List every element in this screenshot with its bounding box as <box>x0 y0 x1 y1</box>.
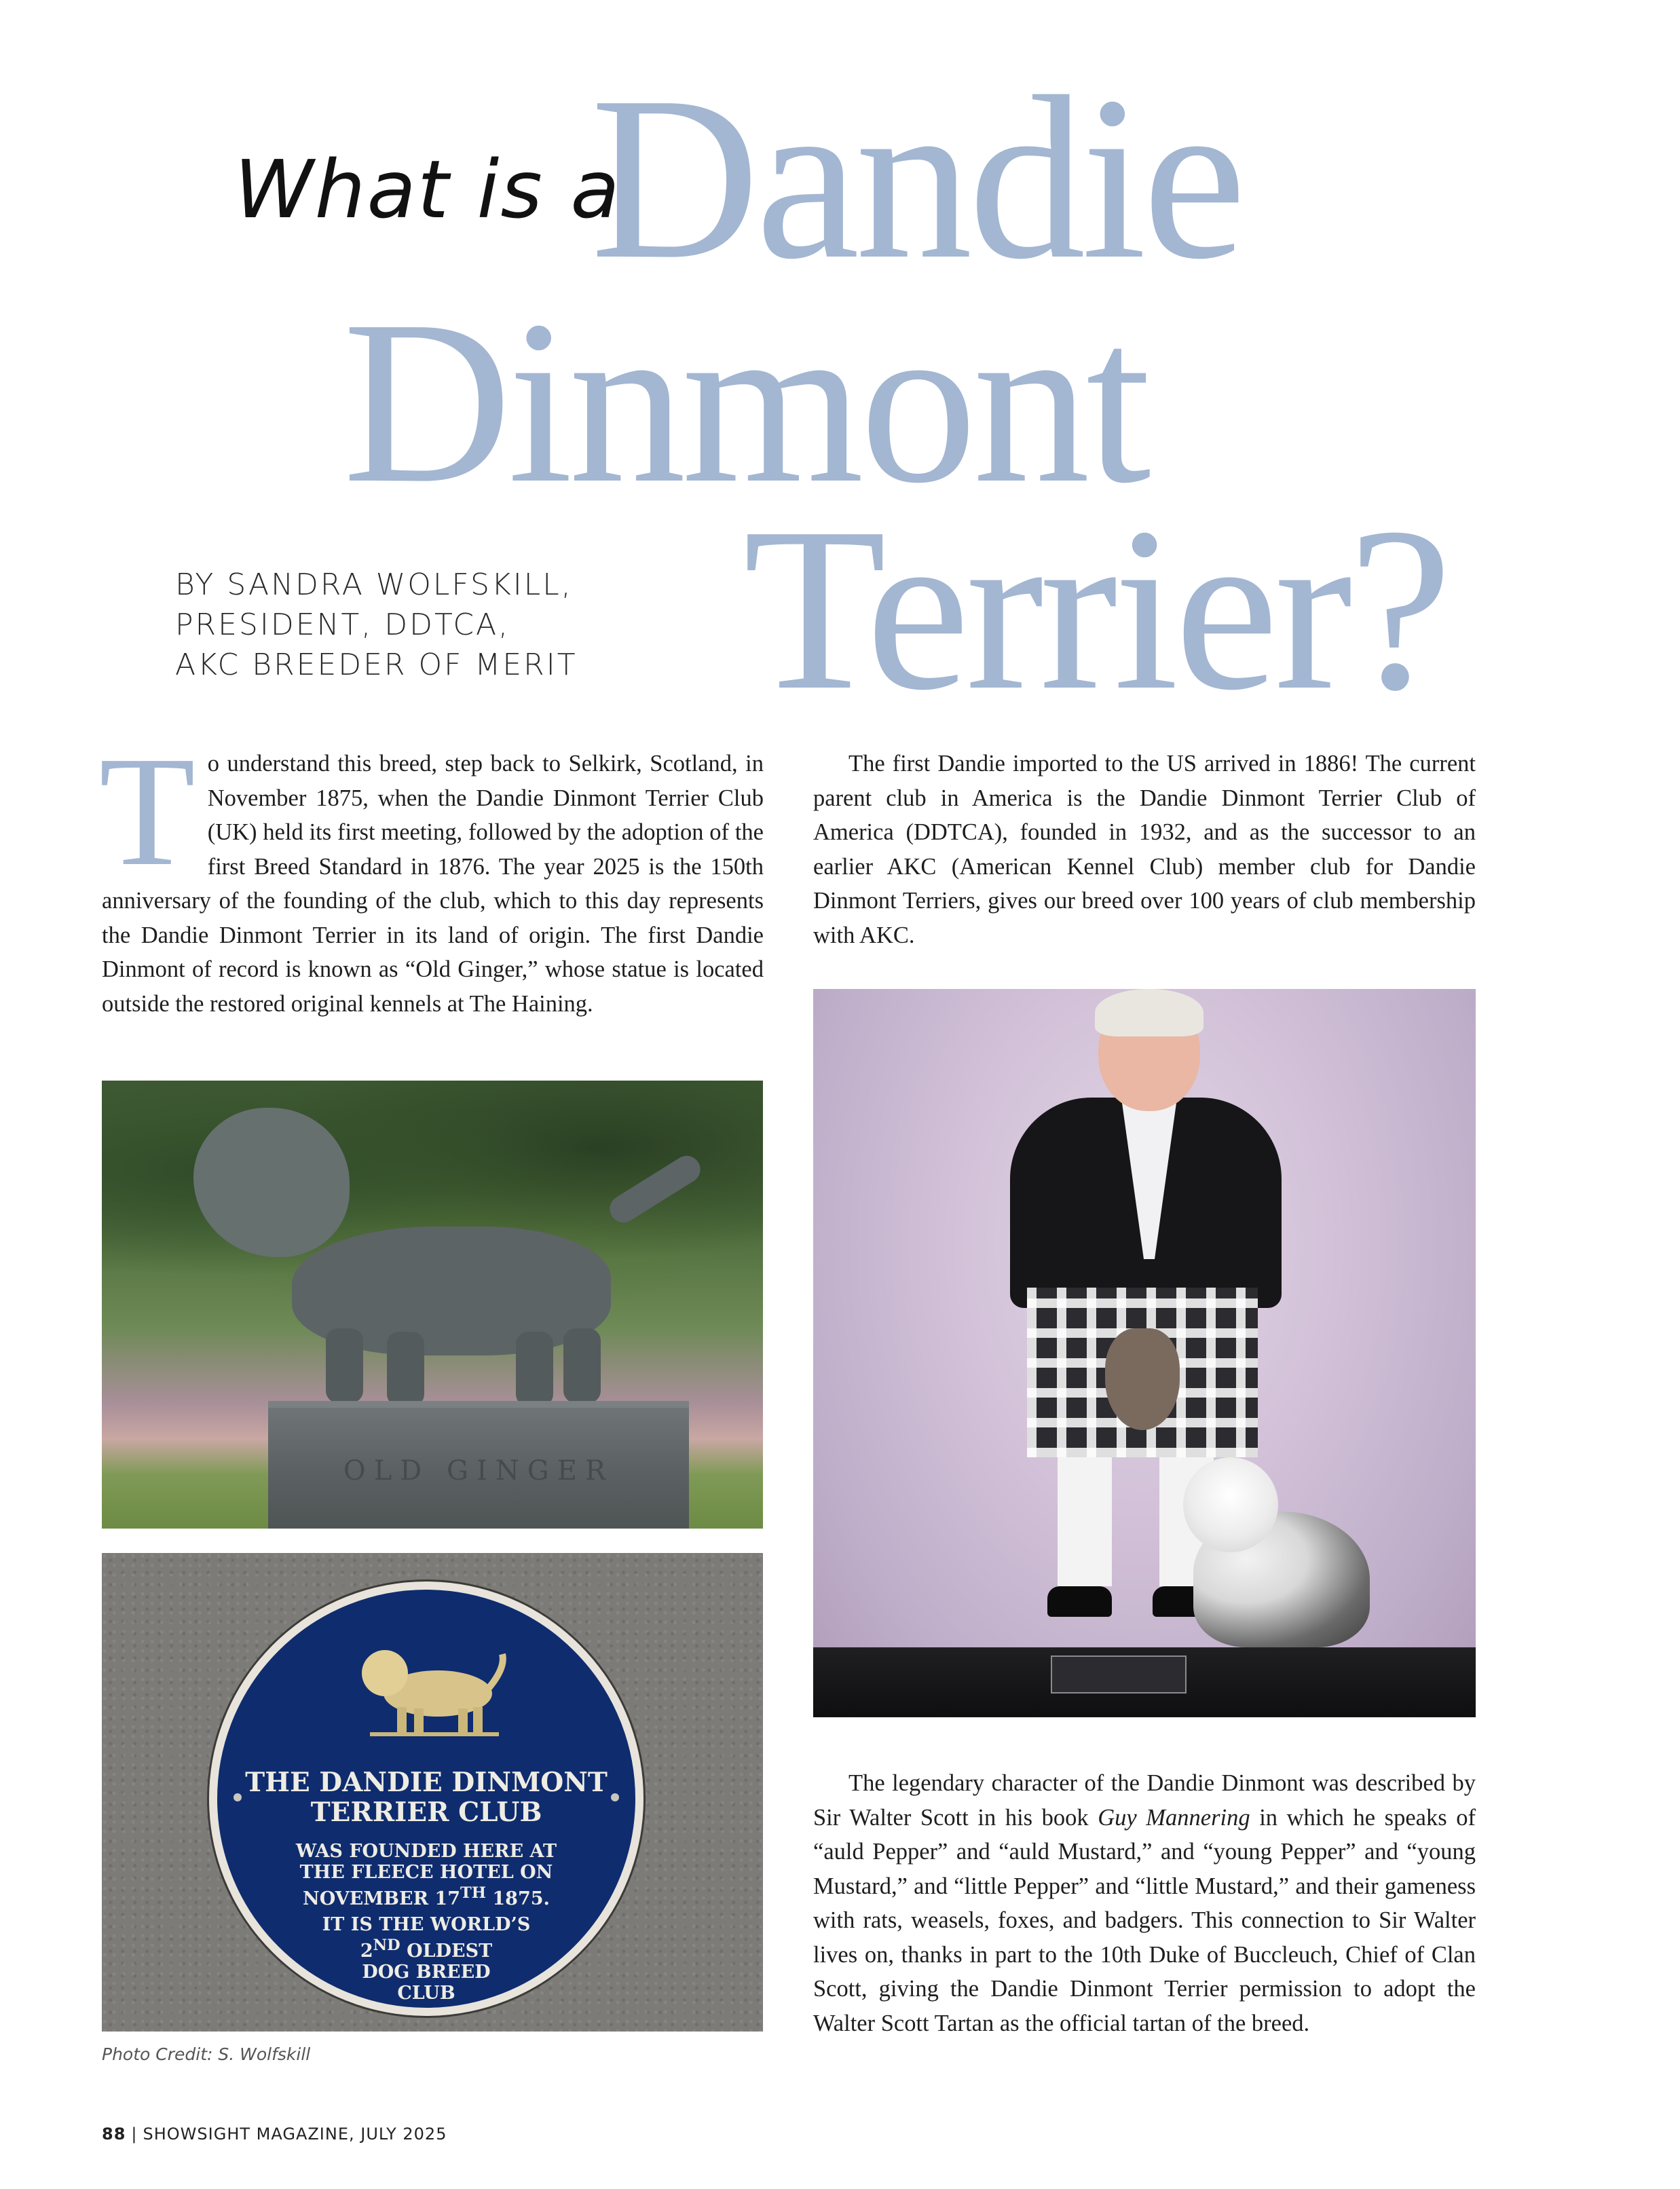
plaque-dog-emblem-icon <box>343 1641 512 1742</box>
statue-leg <box>516 1332 553 1406</box>
blue-plaque <box>209 1582 643 2016</box>
byline <box>175 565 664 685</box>
sporran <box>1105 1328 1180 1430</box>
left-column-text <box>99 724 764 1021</box>
shoe-left <box>1047 1586 1112 1617</box>
plaque-line: DOG BREED <box>362 1962 491 1983</box>
plaque-line: THE FLEECE HOTEL ON <box>299 1862 553 1883</box>
title-word-dandie: Dandie <box>591 48 1243 307</box>
plaque-line <box>217 1883 635 1909</box>
old-ginger-statue-photo <box>102 1081 763 1529</box>
scott-text: in which he speaks of “auld Pepper” and “auld Mustard,” and “young Pepper” and “young Mustard,” and “little Pepper” and “little Mustard,” and their gameness with rats, weasels, foxes, and badgers. This connection to Sir Walter lives on, thanks in part to the 10th Duke of Buccleuch, Chief of Clan Scott, giving the Dandie Dinmont Terrier permission to adopt the Walter Scott Tartan as the official tartan of the breed. <box>813 1804 1476 2036</box>
plaque-superscript: ND <box>373 1937 400 1954</box>
plaque-line-part: 1875. <box>486 1888 550 1909</box>
plaque-line-part: OLDEST <box>400 1941 493 1962</box>
kilt-hose-left <box>1058 1457 1112 1586</box>
plaque-line <box>217 1935 635 1962</box>
intro-paragraph <box>99 724 764 1021</box>
dog-head <box>1183 1457 1278 1552</box>
title-lead: What is a <box>234 143 621 236</box>
byline-credential: AKC BREEDER OF MERIT <box>175 648 578 682</box>
plaque-superscript: TH <box>460 1884 486 1902</box>
dropcap: T <box>99 724 195 899</box>
page-footer <box>102 2125 447 2144</box>
plaque-claim <box>217 1914 635 2004</box>
plaque-screw-icon <box>611 1793 619 1801</box>
plaque-line: THE DANDIE DINMONT <box>245 1767 608 1798</box>
statue-leg <box>563 1328 601 1403</box>
statue-pedestal <box>268 1401 689 1529</box>
plaque-screw-icon <box>234 1793 242 1801</box>
plaque-line: WAS FOUNDED HERE AT <box>295 1841 557 1862</box>
plaque-line: CLUB <box>397 1983 455 2004</box>
right-column-top-text <box>813 747 1476 952</box>
plaque-line: TERRIER CLUB <box>310 1797 542 1828</box>
statue-leg <box>387 1332 424 1406</box>
footer-separator: | <box>131 2125 138 2144</box>
byline-title: PRESIDENT, DDTCA, <box>175 607 510 642</box>
man-hair <box>1095 989 1203 1036</box>
plaque-line: IT IS THE WORLD’S <box>322 1914 531 1935</box>
owner-with-dandie-portrait-photo <box>813 989 1476 1717</box>
plaque-line-part: 2 <box>360 1941 373 1962</box>
intro-paragraph-text: o understand this breed, step back to Selkirk, Scotland, in November 1875, when the Dandie Dinmont Terrier Club (UK) held its first meeting, followed by the adoption of the first Breed Standard in 1876. The year 2025 is the 150th anniversary of the founding of the club, which to this day represents the Dandie Dinmont Terrier in its land of origin. The first Dandie Dinmont of record is known as “Old Ginger,” whose statue is located outside the restored original kennels at The Haining. <box>102 751 764 1017</box>
book-title: Guy Mannering <box>1098 1804 1250 1831</box>
photo-stage <box>813 1647 1476 1717</box>
photo-credit: Photo Credit: S. Wolfskill <box>102 2044 311 2064</box>
title-word-dinmont: Dinmont <box>343 272 1147 531</box>
club-plaque-photo <box>102 1553 763 2032</box>
plaque-line-part: NOVEMBER 17 <box>303 1888 460 1909</box>
title-word-terrier: Terrier? <box>743 479 1449 738</box>
scott-paragraph <box>813 1766 1476 2040</box>
plaque-heading <box>217 1767 635 1827</box>
studio-label <box>1051 1655 1187 1694</box>
publication-name: SHOWSIGHT MAGAZINE, JULY 2025 <box>143 2125 447 2144</box>
byline-author: BY SANDRA WOLFSKILL, <box>175 567 573 602</box>
import-paragraph: The first Dandie imported to the US arrived in 1886! The current parent club in America is the Dandie Dinmont Terrier Club of America (DDTCA), founded in 1932, and as the successor to an earlier AKC (American Kennel Club) member club for Dandie Dinmont Terriers, gives our breed over 100 years of club membership with AKC. <box>813 751 1476 948</box>
page-number: 88 <box>102 2125 126 2144</box>
statue-leg <box>326 1328 363 1403</box>
right-column-bottom-text <box>813 1766 1476 2040</box>
plaque-founding <box>217 1841 635 1909</box>
pedestal-inscription: OLD GINGER <box>343 1455 614 1486</box>
scott-text: The legendary character of the Dandie Dinmont was described by Sir Walter Scott in his book <box>813 1770 1476 1831</box>
